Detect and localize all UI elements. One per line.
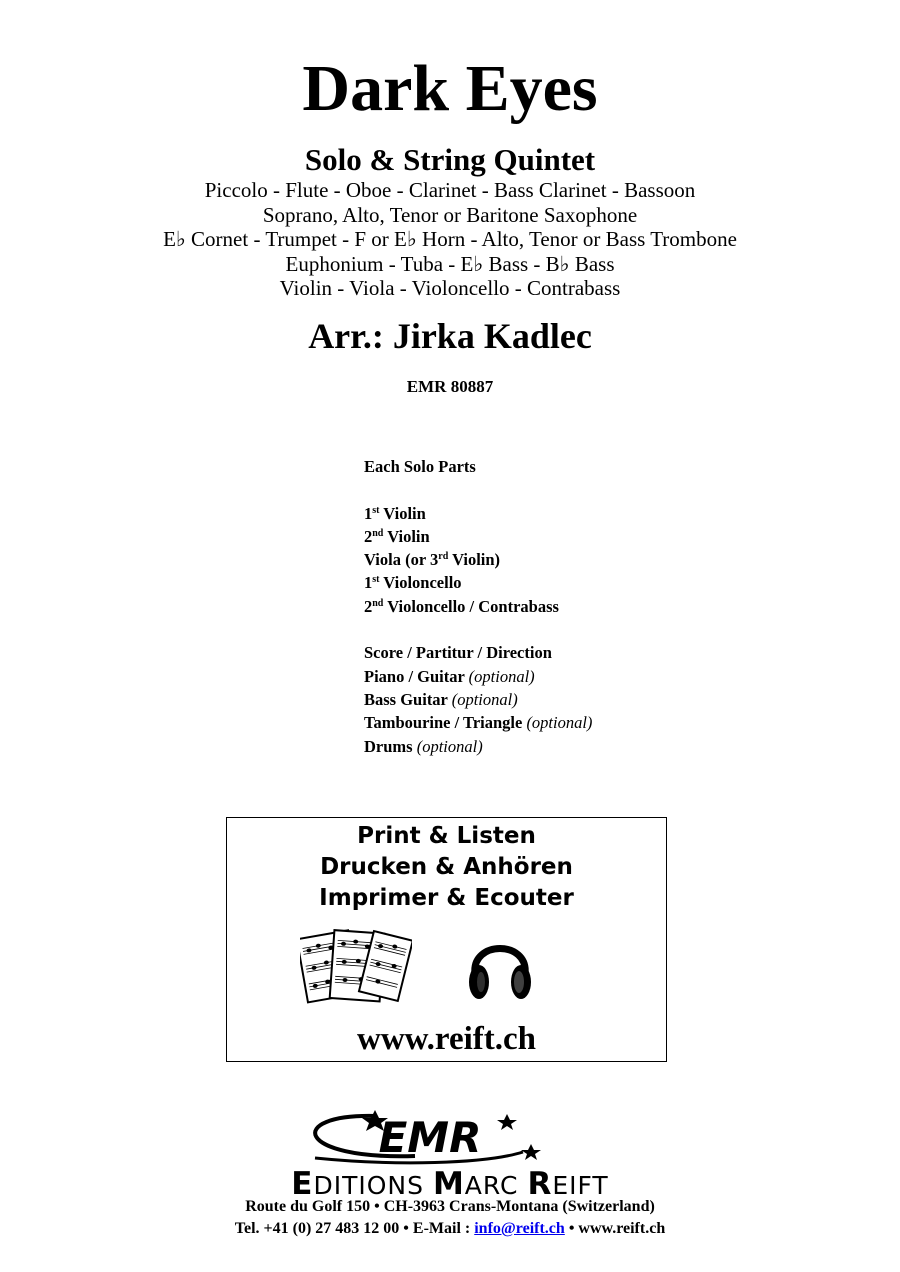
sheet-music-icon [300,926,412,1008]
part-violin-2: 2nd Violin [364,526,430,546]
logo-text: EMR [378,1113,482,1162]
instrument-line: Piccolo - Flute - Oboe - Clarinet - Bass Clarinet - Bassoon [204,178,696,202]
subtitle: Solo & String Quintet [304,142,596,177]
part-score: Score / Partitur / Direction [364,643,552,663]
publisher-name: EDITIONS MARC REIFT [291,1166,609,1202]
instrument-line: Soprano, Alto, Tenor or Baritone Saxophone [262,202,638,227]
publisher-contact: Tel. +41 (0) 27 483 12 00 • E-Mail : info@reift.ch • www.reift.ch [234,1220,666,1237]
instrument-line: Violin - Viola - Violoncello - Contrabass [279,276,621,300]
part-viola: Viola (or 3rd Violin) [364,550,501,570]
print-listen-box [226,817,667,1062]
parts-heading: Each Solo Parts [364,457,476,476]
instrument-line: Euphonium - Tuba - E♭ Bass - B♭ Bass [285,251,615,276]
parts-list [364,455,592,758]
part-violin-1: 1st Violin [364,503,426,523]
catalog-number: EMR 80887 [406,377,494,396]
emr-logo [255,1108,555,1166]
arranger: Arr.: Jirka Kadlec [308,316,592,356]
page-title: Dark Eyes [302,52,598,125]
star-icon [497,1114,517,1130]
part-drums: Drums (optional) [364,736,483,756]
part-bass-guitar: Bass Guitar (optional) [364,689,518,709]
star-icon [521,1144,541,1160]
publisher-address: Route du Golf 150 • CH-3963 Crans-Montana (Switzerland) [245,1198,655,1215]
instrument-line: E♭ Cornet - Trumpet - F or E♭ Horn - Alto, Tenor or Bass Trombone [163,227,737,251]
part-piano-guitar: Piano / Guitar (optional) [364,666,535,686]
part-violoncello-2: 2nd Violoncello / Contrabass [364,596,559,616]
headphones-icon [465,928,535,1008]
promo-line-fr: Imprimer & Ecouter [319,885,574,911]
part-violoncello-1: 1st Violoncello [364,573,462,593]
promo-url[interactable]: www.reift.ch [356,1021,537,1057]
promo-line-de: Drucken & Anhören [320,854,573,880]
part-tambourine: Tambourine / Triangle (optional) [364,713,593,733]
email-link[interactable]: info@reift.ch [474,1220,565,1237]
promo-line-en: Print & Listen [357,823,536,849]
instrument-list [0,178,900,301]
